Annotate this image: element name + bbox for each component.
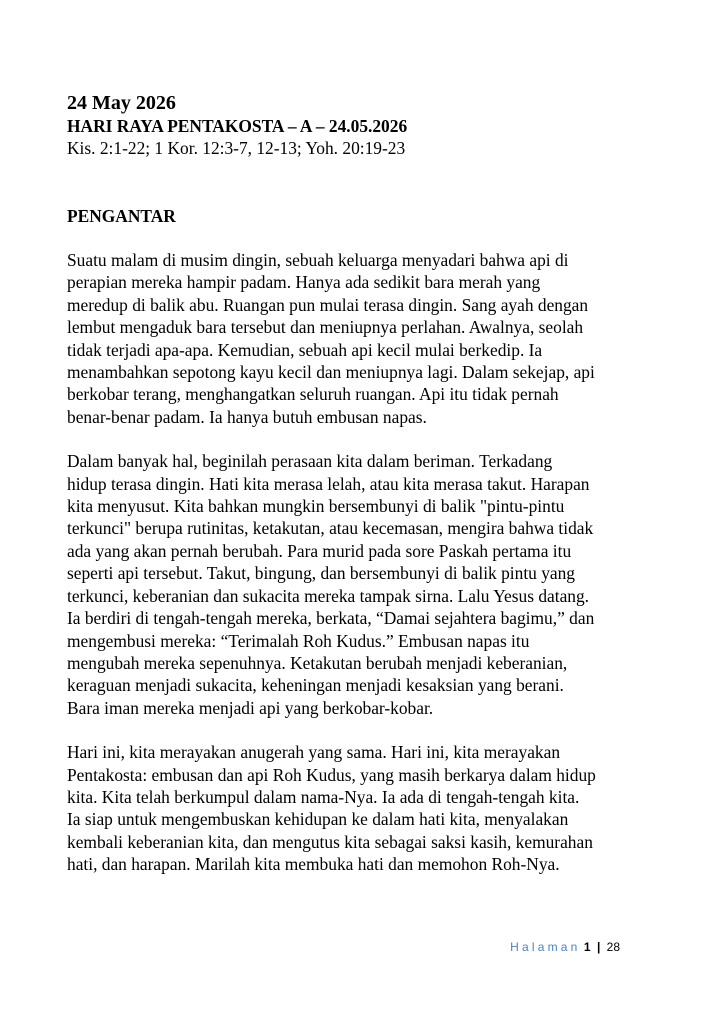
paragraph-line: hati, dan harapan. Marilah kita membuka hati dan memohon Roh-Nya. [67, 854, 560, 875]
paragraph-line: menambahkan sepotong kayu kecil dan meniupnya lagi. Dalam sekejap, api [67, 362, 595, 383]
paragraph-1 [67, 249, 667, 428]
scripture-readings: Kis. 2:1-22; 1 Kor. 12:3-7, 12-13; Yoh. 20:19-23 [67, 138, 406, 158]
paragraph-line: Suatu malam di musim dingin, sebuah keluarga menyadari bahwa api di [67, 250, 569, 270]
paragraph-2 [67, 450, 667, 719]
paragraph-line: perapian mereka hampir padam. Hanya ada sedikit bara merah yang [67, 272, 541, 293]
paragraph-line: kita. Kita telah berkumpul dalam nama-Nya. Ia ada di tengah-tengah kita. [67, 786, 580, 807]
footer-total-pages: 28 [606, 940, 620, 954]
page-footer [510, 939, 620, 955]
paragraph-line: lembut mengaduk bara tersebut dan meniupnya perlahan. Awalnya, seolah [67, 317, 584, 338]
paragraph-line: benar-benar padam. Ia hanya butuh embusan napas. [67, 406, 427, 427]
paragraph-line: mengembusi mereka: “Terimalah Roh Kudus.” Embusan napas itu [67, 630, 530, 651]
footer-separator: | [596, 940, 601, 954]
paragraph-line: meredup di balik abu. Ruangan pun mulai terasa dingin. Sang ayah dengan [67, 294, 589, 315]
date-heading: 24 May 2026 [67, 92, 176, 114]
paragraph-line: keraguan menjadi sukacita, keheningan menjadi kesaksian yang berani. [67, 675, 564, 696]
footer-page-number: 1 [583, 940, 591, 954]
paragraph-line: seperti api tersebut. Takut, bingung, dan bersembunyi di balik pintu yang [67, 563, 576, 584]
paragraph-line: Ia berdiri di tengah-tengah mereka, berkata, “Damai sejahtera bagimu,” dan [67, 608, 595, 629]
paragraph-line: Pentakosta: embusan dan api Roh Kudus, yang masih berkarya dalam hidup [67, 764, 596, 785]
page-content [67, 86, 667, 876]
paragraph-line: mengubah mereka sepenuhnya. Ketakutan berubah menjadi keberanian, [67, 652, 568, 673]
paragraph-line: berkobar terang, menghangatkan seluruh ruangan. Api itu tidak pernah [67, 384, 559, 405]
paragraph-line: Bara iman mereka menjadi api yang berkobar-kobar. [67, 697, 434, 718]
feast-title: HARI RAYA PENTAKOSTA – A – 24.05.2026 [67, 116, 408, 136]
paragraph-line: Ia siap untuk mengembuskan kehidupan ke dalam hati kita, menyalakan [67, 809, 569, 830]
paragraph-line: hidup terasa dingin. Hati kita merasa lelah, atau kita merasa takut. Harapan [67, 473, 590, 494]
paragraph-line: kembali keberanian kita, dan mengutus kita sebagai saksi kasih, kemurahan [67, 831, 593, 852]
paragraph-line: Hari ini, kita merayakan anugerah yang sama. Hari ini, kita merayakan [67, 742, 561, 763]
paragraph-line: kita menyusut. Kita bahkan mungkin bersembunyi di balik "pintu-pintu [67, 496, 565, 517]
footer-page-label: Halaman [510, 940, 581, 954]
paragraph-line: ada yang akan pernah berubah. Para murid pada sore Paskah pertama itu [67, 540, 572, 561]
paragraph-line: terkunci" berupa rutinitas, ketakutan, atau kecemasan, mengira bahwa tidak [67, 518, 594, 539]
paragraph-3 [67, 741, 667, 875]
paragraph-line: Dalam banyak hal, beginilah perasaan kita dalam beriman. Terkadang [67, 451, 553, 472]
section-heading: PENGANTAR [67, 206, 176, 226]
paragraph-line: tidak terjadi apa-apa. Kemudian, sebuah api kecil mulai berkedip. Ia [67, 339, 543, 360]
paragraph-line: terkunci, keberanian dan sukacita mereka tampak sirna. Lalu Yesus datang. [67, 585, 590, 606]
